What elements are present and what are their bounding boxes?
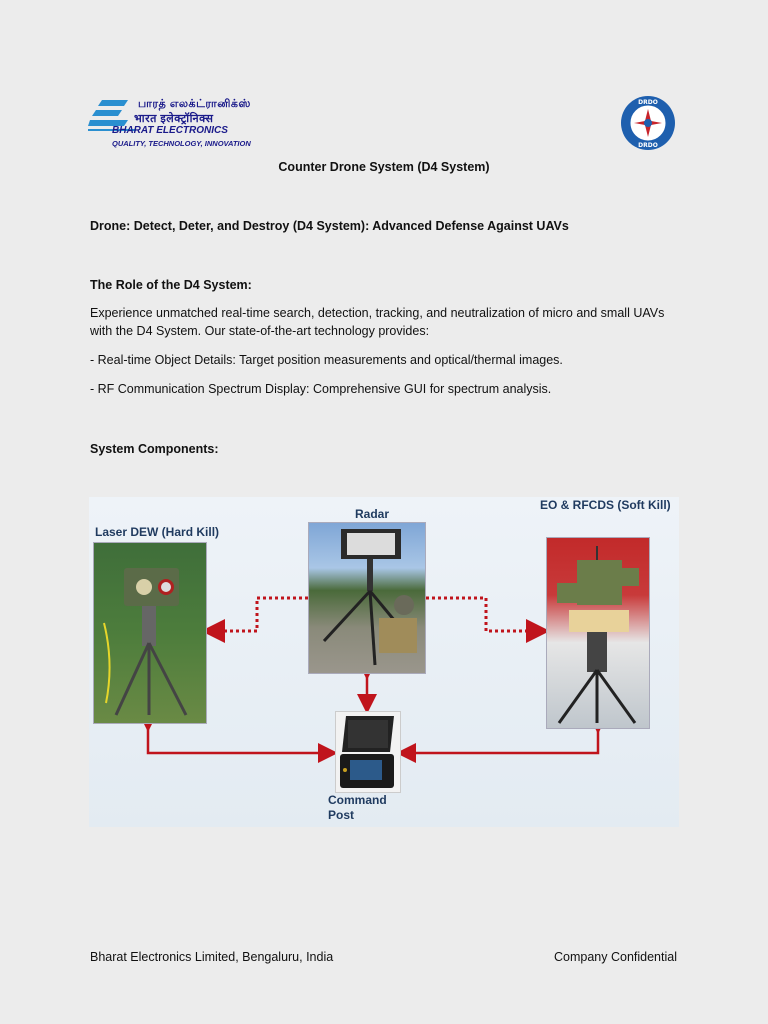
seal-top-text: DRDO [638, 99, 658, 106]
footer-company: Bharat Electronics Limited, Bengaluru, India [90, 950, 334, 964]
logo-hindi-text: भारत इलेक्ट्रॉनिक्स [134, 113, 214, 125]
system-components-diagram [89, 497, 679, 827]
eo-command-link [401, 729, 598, 753]
bullet-rf-spectrum: - RF Communication Spectrum Display: Comprehensive GUI for spectrum analysis. [90, 382, 552, 396]
laser-dew-unit-icon [94, 543, 206, 723]
drdo-seal [620, 95, 676, 151]
radar-photo [308, 522, 426, 674]
document-title: Counter Drone System (D4 System) [278, 160, 490, 174]
laser-dew-photo [93, 542, 207, 724]
eo-rfcds-label: EO & RFCDS (Soft Kill) [540, 498, 671, 512]
role-heading: The Role of the D4 System: [90, 278, 252, 292]
intro-line-2: with the D4 System. Our state-of-the-art technology provides: [90, 324, 430, 338]
logo-tagline: QUALITY, TECHNOLOGY, INNOVATION [112, 139, 251, 148]
command-post-photo [335, 711, 401, 793]
command-post-label-line2: Post [328, 808, 355, 822]
radar-to-laser-link [207, 598, 308, 631]
laser-command-link [148, 727, 333, 753]
bullet-object-details: - Real-time Object Details: Target position measurements and optical/thermal images. [90, 353, 563, 367]
document-subtitle: Drone: Detect, Deter, and Destroy (D4 System): Advanced Defense Against UAVs [90, 219, 569, 233]
command-post-terminal-icon [336, 712, 400, 792]
radar-unit-icon [309, 523, 425, 673]
intro-line-1: Experience unmatched real-time search, detection, tracking, and neutralization of micro and small UAVs [90, 306, 665, 320]
logo-tamil-text: பாரத் எலக்ட்ரானிக்ஸ் [138, 98, 251, 110]
laser-dew-label: Laser DEW (Hard Kill) [95, 525, 220, 539]
eo-rfcds-photo [546, 537, 650, 729]
radar-to-eo-link [426, 598, 544, 631]
seal-bottom-text: DRDO [638, 142, 658, 149]
drdo-emblem-icon [620, 95, 676, 151]
command-post-label-line1: Command [328, 793, 387, 807]
eo-rfcds-unit-icon [547, 538, 649, 728]
components-heading: System Components: [90, 442, 219, 456]
logo-company-name: BHARAT ELECTRONICS [112, 125, 228, 136]
footer-confidential: Company Confidential [554, 950, 677, 964]
radar-label: Radar [355, 507, 390, 521]
